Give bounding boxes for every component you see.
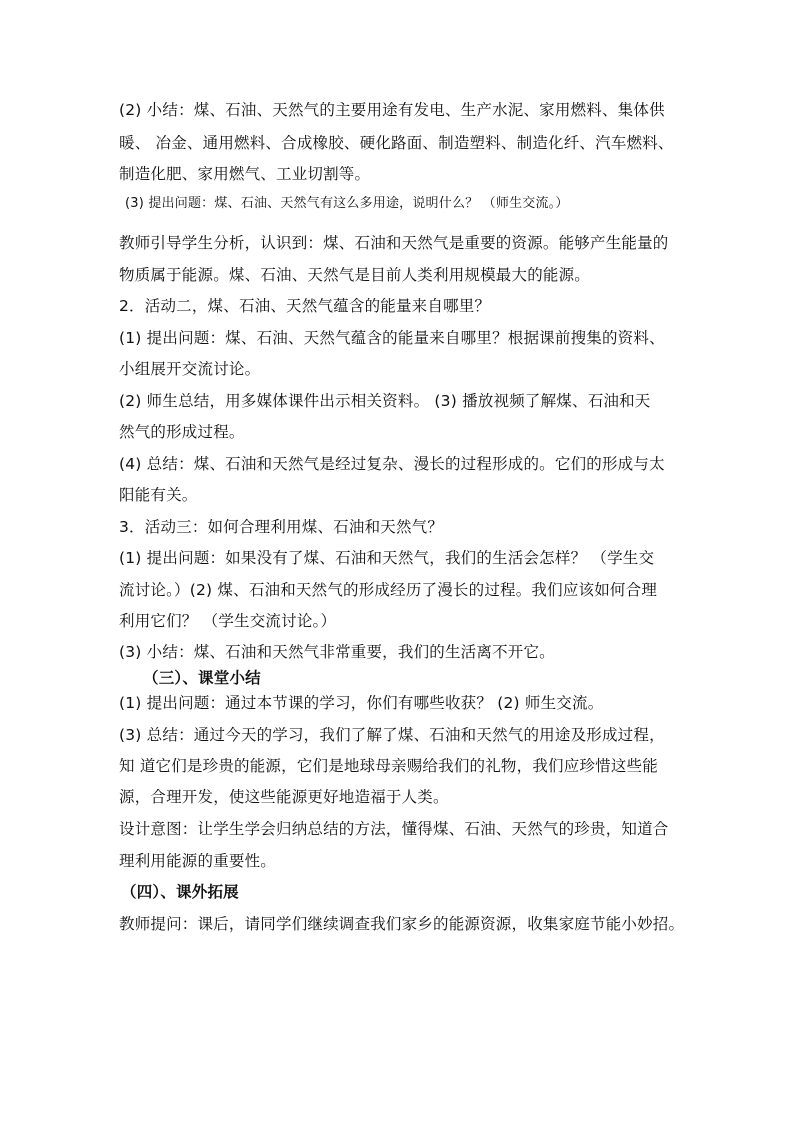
activity-3-item-1-line-1: (1) 提出问题：如果没有了煤、石油和天然气，我们的生活会怎样？ （学生交 — [119, 549, 655, 567]
question-3-line: (3) 提出问题：煤、石油、天然气有这么多用途，说明什么？ （师生交流。） — [125, 196, 569, 211]
section-4-heading: （四）、课外拓展 — [121, 883, 239, 901]
design-intent-line-1: 设计意图：让学生学会归纳总结的方法，懂得煤、石油、天然气的珍贵，知道合 — [119, 820, 669, 838]
teacher-guide-line-1: 教师引导学生分析，认识到：煤、石油和天然气是重要的资源。能够产生能量的 — [119, 234, 669, 252]
summary-2-line-1: (2) 小结：煤、石油、天然气的主要用途有发电、生产水泥、家用燃料、集体供 — [119, 101, 665, 119]
activity-2-heading: 2．活动二，煤、石油、天然气蕴含的能量来自哪里？ — [119, 297, 491, 315]
design-intent-line-2: 理利用能源的重要性。 — [119, 852, 277, 870]
activity-3-item-1-line-2: 流讨论。）(2) 煤、石油和天然气的形成经历了漫长的过程。我们应该如何合理 — [119, 581, 658, 599]
section-3-summary-line-1: (3) 总结：通过今天的学习，我们了解了煤、石油和天然气的用途及形成过程， — [119, 726, 665, 744]
summary-2-line-2: 暖、 冶金、通用燃料、合成橡胶、硬化路面、制造塑料、制造化纤、汽车燃料、 — [119, 134, 674, 152]
activity-3-heading: 3．活动三：如何合理利用煤、石油和天然气？ — [119, 518, 444, 536]
activity-2-item-2-line-2: 然气的形成过程。 — [119, 423, 245, 441]
section-3-summary-line-2: 知 道它们是珍贵的能源，它们是地球母亲赐给我们的礼物，我们应珍惜这些能 — [119, 757, 658, 775]
activity-2-item-4-line-1: (4) 总结：煤、石油和天然气是经过复杂、漫长的过程形成的。它们的形成与太 — [119, 455, 665, 473]
activity-2-item-1-line-1: (1) 提出问题：煤、石油、天然气蕴含的能量来自哪里？根据课前搜集的资料、 — [119, 329, 665, 347]
activity-2-item-1-line-2: 小组展开交流讨论。 — [119, 360, 261, 378]
section-3-summary-line-3: 源，合理开发，使这些能源更好地造福于人类。 — [119, 788, 449, 806]
activity-3-item-3-line: (3) 小结：煤、石油和天然气非常重要，我们的生活离不开它。 — [119, 643, 555, 661]
section-3-heading: （三）、课堂小结 — [143, 669, 261, 687]
activity-2-item-4-line-2: 阳能有关。 — [119, 486, 198, 504]
summary-2-line-3: 制造化肥、家用燃气、工业切割等。 — [119, 165, 371, 183]
section-4-content-line: 教师提问：课后，请同学们继续调查我们家乡的能源资源，收集家庭节能小妙招。 — [119, 915, 685, 933]
teacher-guide-line-2: 物质属于能源。煤、石油、天然气是目前人类利用规模最大的能源。 — [119, 266, 591, 284]
activity-3-item-1-line-3: 利用它们？ （学生交流讨论。） — [119, 612, 337, 630]
activity-2-item-2-line-1: (2) 师生总结，用多媒体课件出示相关资料。 (3) 播放视频了解煤、石油和天 — [119, 392, 651, 410]
section-3-item-1-line: (1) 提出问题：通过本节课的学习，你们有哪些收获？ (2) 师生交流。 — [119, 694, 604, 712]
